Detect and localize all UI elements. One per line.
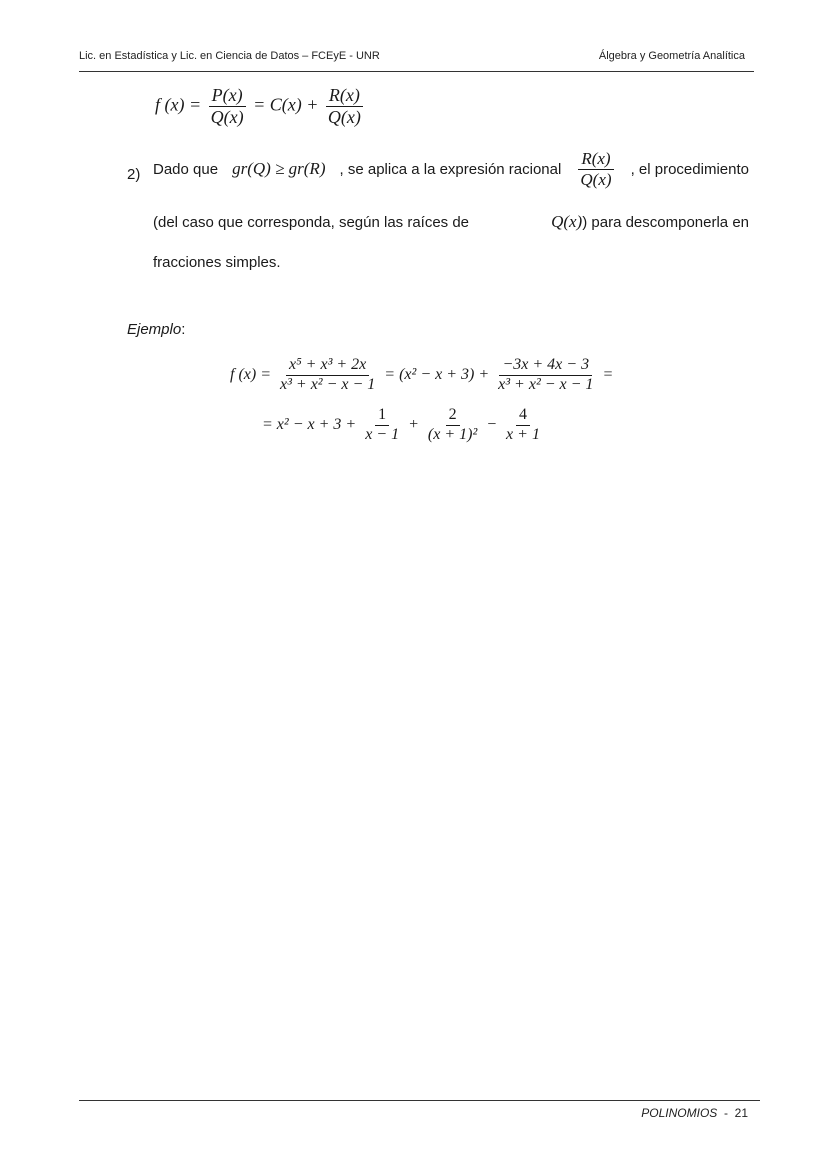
eq2-fraction2 [495,357,596,394]
item2-fraction-r-over-q [577,150,614,189]
item2-number: 2) [127,166,141,183]
header-divider [79,71,754,72]
eq3-plus: + [408,415,419,433]
header-right-text: Álgebra y Geometría Analítica [598,50,745,62]
item2-line1 [153,150,749,189]
formula1-frac1-denominator: Q(x) [210,106,244,127]
example-label-text: Ejemplo [127,321,182,338]
formula1-frac2-denominator: Q(x) [327,106,361,127]
item2-line1-a: Dado que [153,160,219,178]
footer-divider [79,1100,760,1101]
formula1-frac1-numerator: P(x) [209,86,246,107]
eq3-minus: − [486,415,498,433]
eq2-lhs: f (x) = [230,365,271,383]
item2-line2-a: (del caso que corresponda, según las raíces de [153,213,470,231]
example-label [127,321,185,338]
item2-frac-numerator: R(x) [578,150,613,170]
item2-degree-inequality: gr(Q) ≥ gr(R) [232,159,326,179]
formula1-middle: = C(x) + [253,94,319,115]
eq2-tail: = [602,365,614,383]
eq2-frac2-denominator: x³ + x² − x − 1 [498,375,594,393]
eq2-fraction1 [277,357,378,394]
formula1-lhs: f (x) = [155,94,202,115]
formula1-frac2-numerator: R(x) [326,86,363,107]
example-equation-line2 [262,407,545,444]
footer-page-number: 21 [734,1106,748,1120]
eq3-fraction3 [503,407,543,444]
eq3-frac3-numerator: 4 [516,407,530,426]
eq3-frac3-denominator: x + 1 [506,425,540,443]
formula1-fraction-r-over-q [325,86,364,127]
eq3-frac2-numerator: 2 [446,407,460,426]
example-label-colon: : [181,321,186,338]
eq3-frac1-numerator: 1 [375,407,389,426]
eq3-lead: = x² − x + 3 + [262,415,357,433]
item2-frac-denominator: Q(x) [580,169,612,189]
eq3-fraction1 [362,407,402,444]
item2-line3: fracciones simples. [153,254,281,271]
footer-separator: - [723,1106,728,1120]
item2-line2-b: ) para descomponerla en [582,213,749,231]
footer-section: POLINOMIOS [641,1106,718,1120]
eq2-frac2-numerator: −3x + 4x − 3 [499,357,592,376]
item2-line2 [153,212,749,232]
eq2-quotient: = (x² − x + 3) + [384,365,490,383]
eq2-frac1-numerator: x⁵ + x³ + 2x [286,357,369,376]
item2-line1-c: , el procedimiento [630,160,749,178]
eq3-fraction2 [425,407,480,444]
eq2-frac1-denominator: x³ + x² − x − 1 [280,375,376,393]
formula1-fraction-p-over-q [208,86,247,127]
eq3-frac1-denominator: x − 1 [365,425,400,443]
header-left-text: Lic. en Estadística y Lic. en Ciencia de Datos – FCEyE - UNR [79,50,380,62]
eq3-frac2-denominator: (x + 1)² [427,425,478,443]
footer [641,1106,748,1120]
item2-line1-b: , se aplica a la expresión racional [339,160,562,178]
item2-line2-math: Q(x) [551,212,583,231]
example-equation-line1 [230,357,613,394]
formula-division-identity [155,86,366,127]
